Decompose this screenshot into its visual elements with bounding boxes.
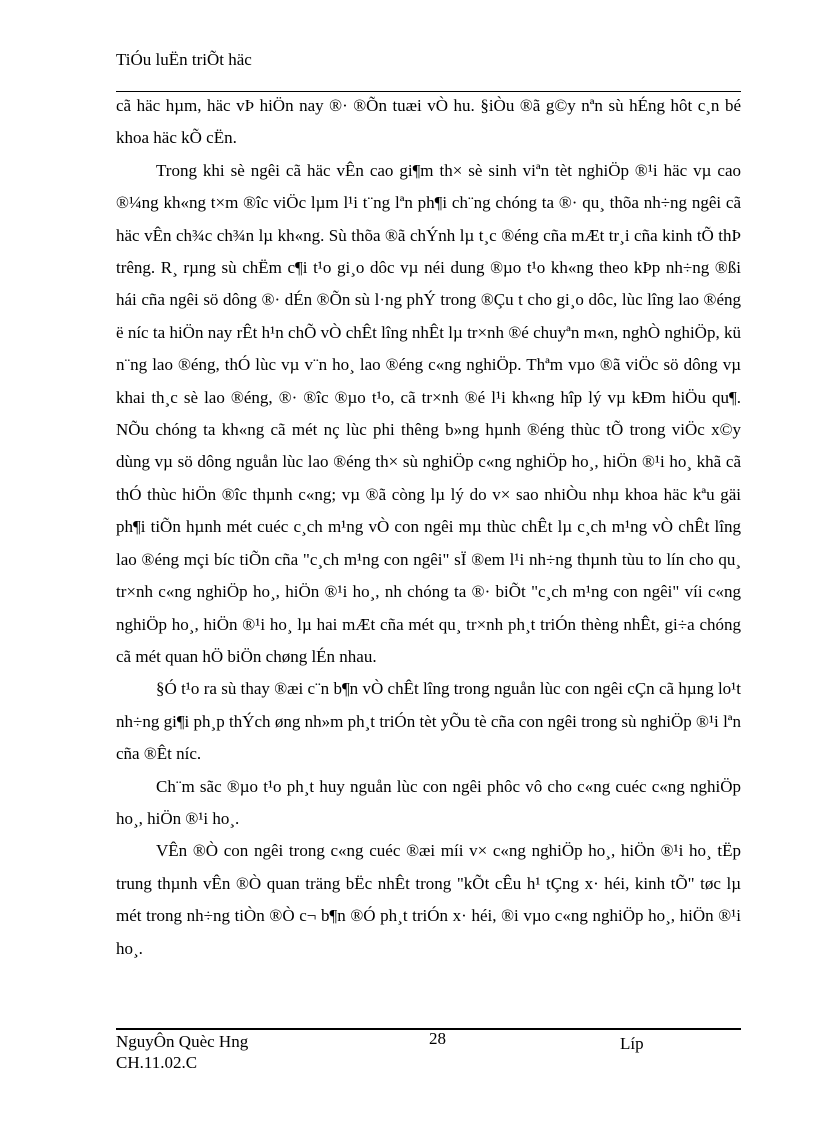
footer-author: NguyÔn Quèc Hng — [116, 1032, 249, 1051]
paragraph: Ch¨m sãc ®µo t¹o ph¸t huy nguån lùc con ngêi phôc vô cho c«ng cuéc c«ng nghiÖp ho¸, hiÖn ®¹i ho¸. — [116, 776, 741, 828]
paragraph: Trong khi sè ngêi cã häc vÊn cao gi¶m th× sè sinh viªn tèt nghiÖp ®¹i häc vµ cao ®¼ng kh«ng t×m ®îc viÖc lµm l¹i t¨ng lªn ph¶i ch¨ng chóng ta ®· qu¸ thõa nh÷ng ngêi cã häc vÊn ch¾c ch¾n lµ kh«ng. Sù thõa ®ã chÝnh lµ t¸c ®éng cña mÆt tr¸i cña kinh tÕ thÞ trêng. R¸ rµng sù chËm c¶i t¹o gi¸o dôc vµ néi dung ®µo t¹o kh«ng theo kÞp nh÷ng ®ßi hái cña ngêi sö dông ®· dÉn ®Õn sù l·ng phÝ trong ®Çu t cho gi¸o dôc, lùc lîng lao ®éng ë níc ta hiÖn nay rÊt h¹n chÕ vÒ chÊt lîng nhÊt lµ tr×nh ®é chuyªn m«n, nghÒ nghiÖp, kü n¨ng lao ®éng, thÓ lùc vµ v¨n ho¸ lao ®éng c«ng nghiÖp. Thªm vµo ®ã viÖc sö dông vµ khai th¸c sè lao ®éng, ®· ®îc ®µo t¹o, cã tr×nh ®é l¹i kh«ng hîp lý vµ kÐm hiÖu qu¶. NÕu chóng ta kh«ng cã mét nç lùc phi thêng b»ng hµnh ®éng thùc tÕ trong viÖc x©y dùng vµ sö dông nguån lùc lao ®éng th× sù nghiÖp c«ng nghiÖp ho¸, hiÖn ®¹i ho¸ khã cã thÓ thùc hiÖn ®îc thµnh c«ng; vµ ®ã còng lµ lý do v× sao nhiÒu nhµ khoa häc kªu gäi ph¶i tiÕn hµnh mét cuéc c¸ch m¹ng vÒ con ngêi mµ thùc chÊt lµ c¸ch m¹ng vÒ chÊt lîng lao ®éng mçi bíc tiÕn cña "c¸ch m¹ng con ngêi" sÏ ®em l¹i nh÷ng thµnh tùu to lín cho qu¸ tr×nh c«ng nghiÖp ho¸, hiÖn ®¹i ho¸, nh chóng ta ®· biÕt "c¸ch m¹ng con ngêi" víi c«ng nghiÖp ho¸, hiÖn ®¹i ho¸ lµ hai mÆt cña mét qu¸ tr×nh ph¸t triÓn thèng nhÊt, gi÷a chóng cã mét quan hÖ biÖn chøng lÉn nhau. — [116, 160, 741, 666]
paragraph: §Ó t¹o ra sù thay ®æi c¨n b¶n vÒ chÊt lîng trong nguån lùc con ngêi cÇn cã hµng lo¹t nh÷ng gi¶i ph¸p thÝch øng nh»m ph¸t triÓn tèt yÕu tè cña con ngêi trong sù nghiÖp ®¹i lªn cña ®Êt níc. — [116, 679, 741, 764]
document-body — [116, 90, 741, 965]
paragraph: cã häc hµm, häc vÞ hiÖn nay ®· ®Õn tuæi vÒ hu. §iÒu ®ã g©y nªn sù hÉng hôt c¸n bé khoa häc kÕ cËn. — [116, 96, 741, 148]
page-number: 28 — [429, 1029, 446, 1048]
footer-class-code: CH.11.02.C — [116, 1053, 198, 1072]
running-header: TiÓu luËn triÕt häc — [116, 50, 252, 69]
footer-class-label: Líp — [620, 1034, 644, 1053]
paragraph: VÊn ®Ò con ngêi trong c«ng cuéc ®æi míi v× c«ng nghiÖp ho¸, hiÖn ®¹i ho¸ tËp trung thµnh vÊn ®Ò quan träng bËc nhÊt trong "kÕt cÊu h¹ tÇng x· héi, kinh tÕ" tøc lµ mét trong nh÷ng tiÒn ®Ò c¬ b¶n ®Ó ph¸t triÓn x· héi, ®i vµo c«ng nghiÖp ho¸, hiÖn ®¹i ho¸. — [116, 841, 741, 958]
